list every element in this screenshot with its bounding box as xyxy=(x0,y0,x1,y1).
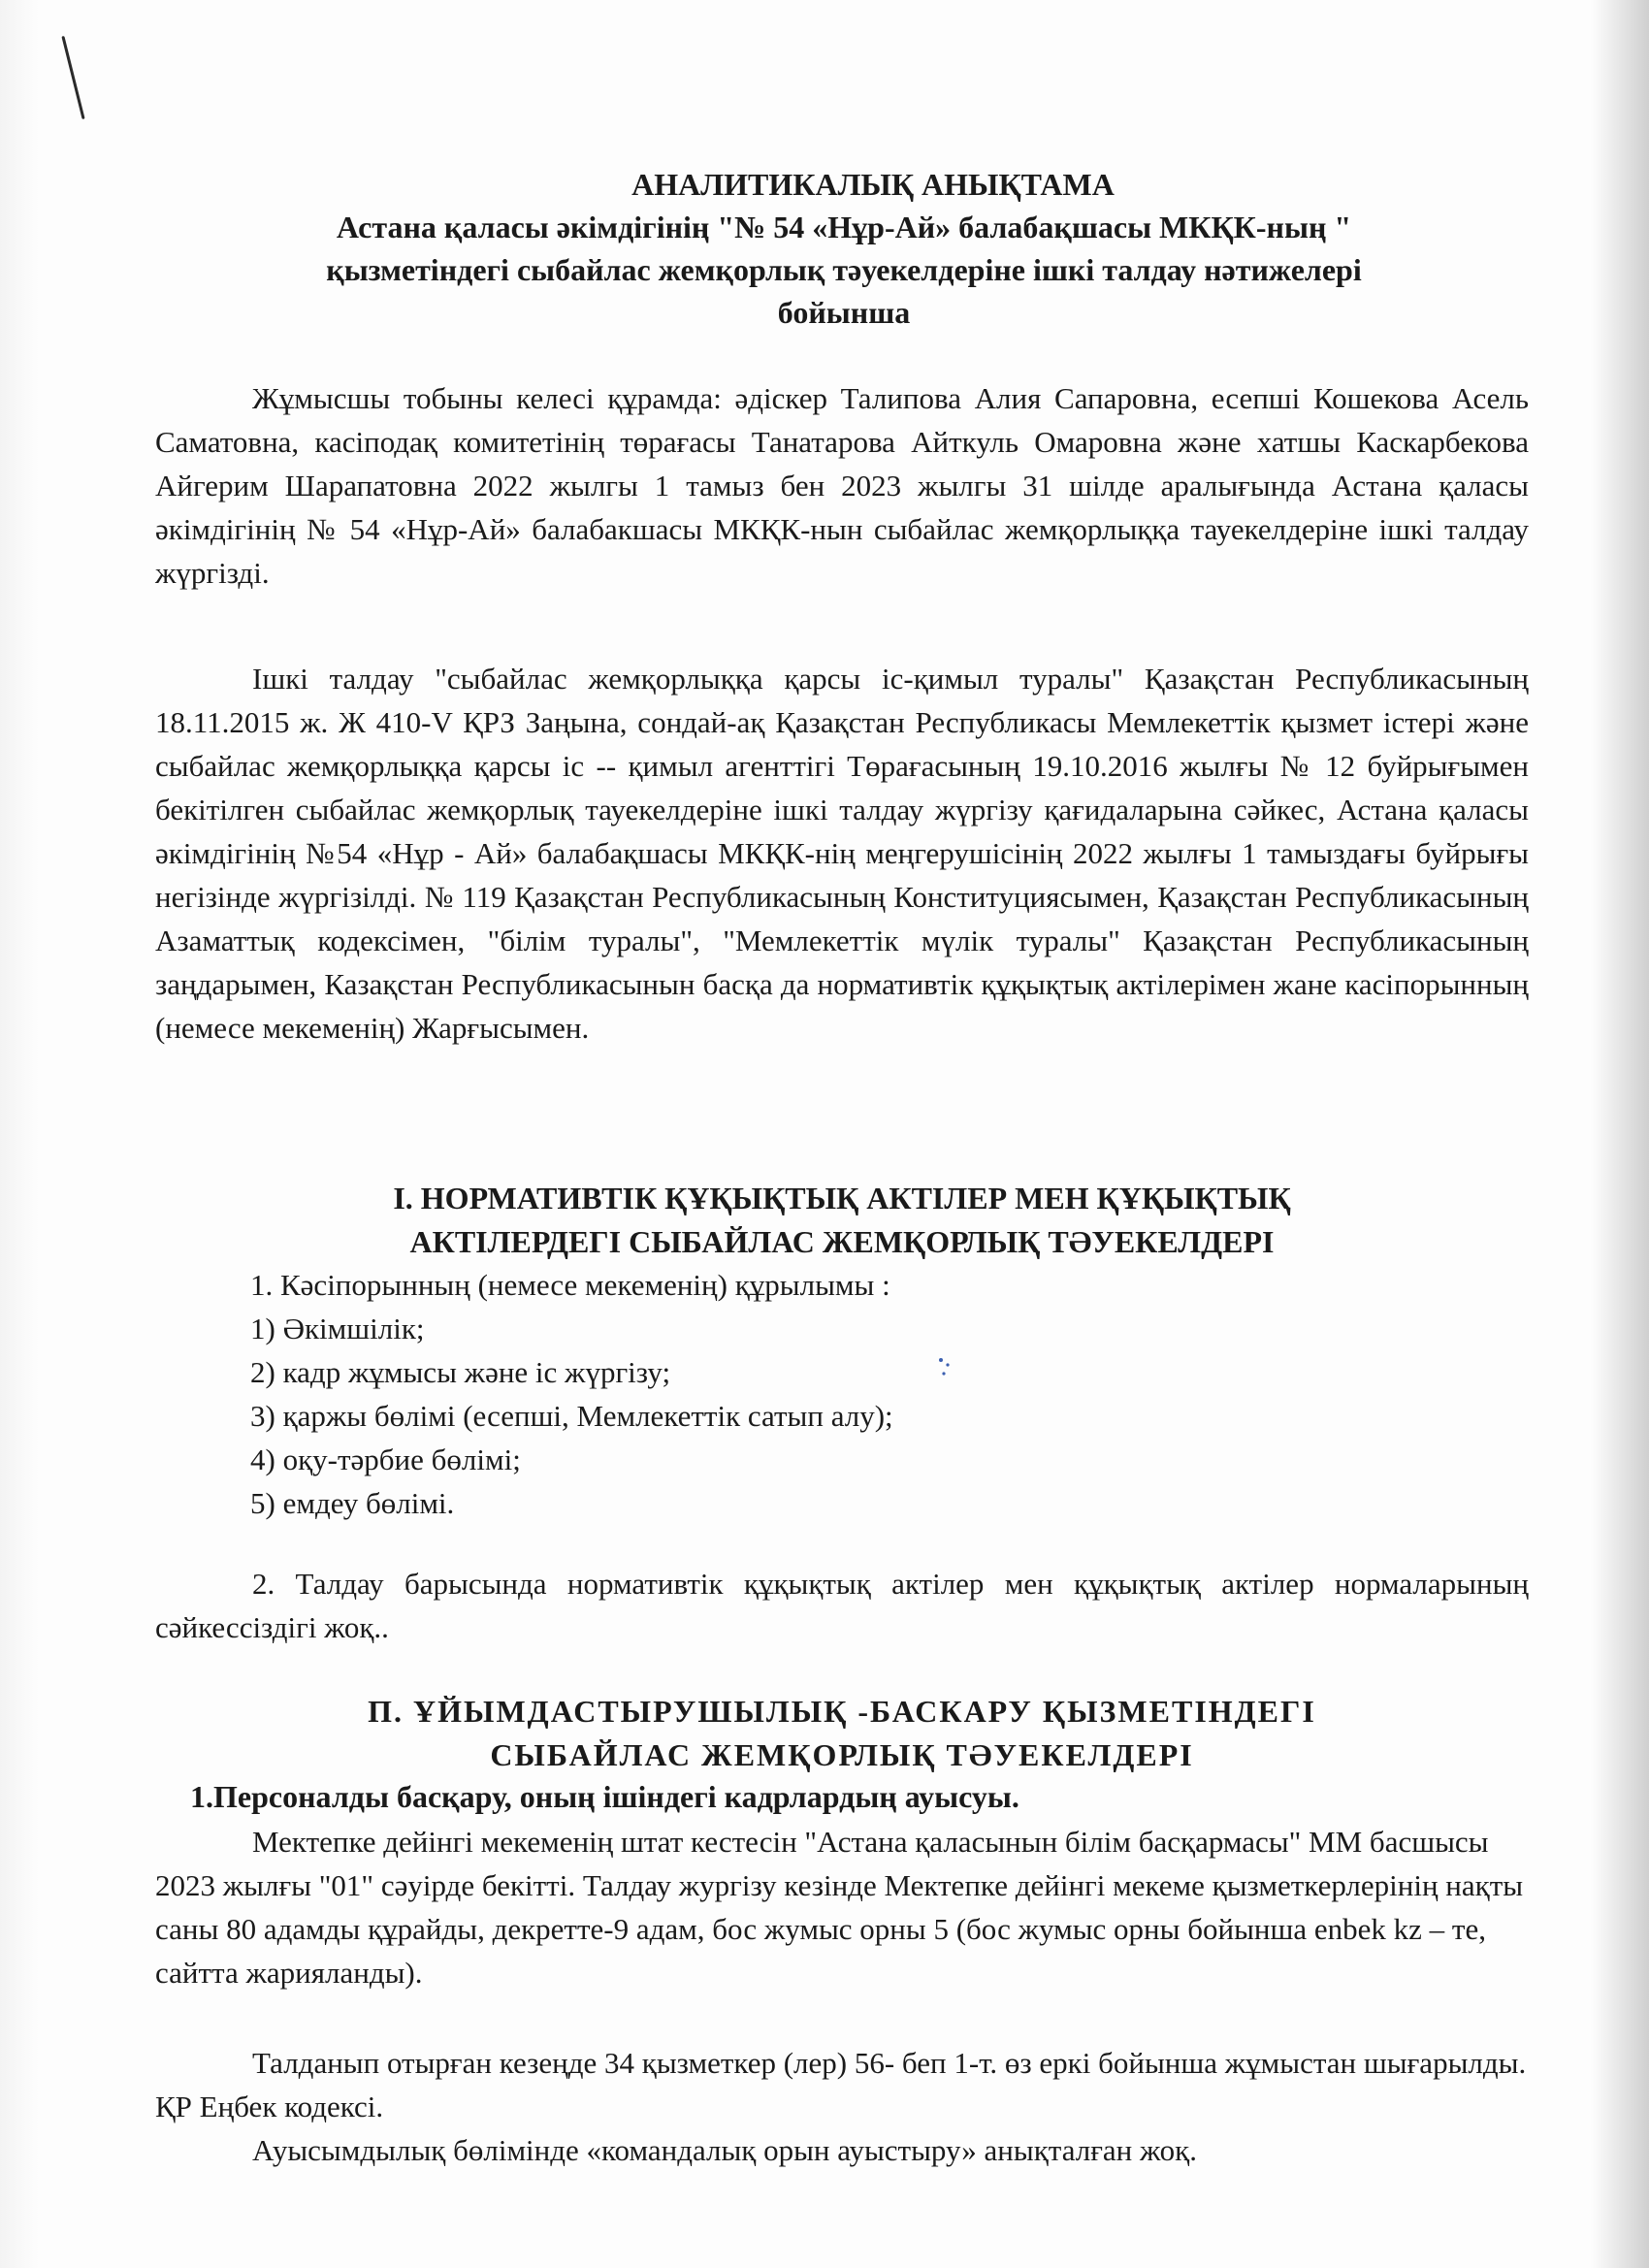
title-line-1: АНАЛИТИКАЛЫҚ АНЫҚТАМА xyxy=(631,167,1115,202)
document-title xyxy=(155,163,1533,334)
ink-speck xyxy=(937,1356,954,1379)
section-2-heading xyxy=(155,1690,1529,1777)
pen-mark xyxy=(61,36,84,119)
structure-list-item: 3) қаржы бөлімі (есепші, Мемлекеттік сатып алу); xyxy=(250,1399,893,1433)
subsection-heading: 1.Персоналды басқару, оның ішіндегі кадрлардың ауысуы. xyxy=(190,1779,1019,1814)
structure-list-item: 1) Әкімшілік; xyxy=(250,1312,425,1345)
structure-list-item: 5) емдеу бөлімі. xyxy=(250,1486,455,1520)
paragraph-legal-basis: Ішкі талдау "сыбайлас жемқорлыққа қарсы іс-қимыл туралы" Қазақстан Республикасының 18.11.2015 ж. Ж 410-V ҚРЗ Заңына, сондай-ақ Қазақстан Республикасы Мемлекеттік қызмет істері және сыбайлас жемқорлыққа қарсы іс -- қимыл агенттігі Төрағасының 19.10.2016 жылғы № 12 буйрығымен бекітілген сыбайлас жемқорлық тауекелдеріне ішкі талдау жүргізу қағидаларына сәйкес, Астана қаласы әкімдігінің №54 «Нұр - Ай» балабақшасы МКҚК-нің меңгерушісінің 2022 жылғы 1 тамыздағы буйрығы негізінде жүргізілді. № 119 Қазақстан Республикасының Конституциясымен, Қазақстан Республикасының Азаматтық кодексімен, "білім туралы", "Мемлекеттік мүлік туралы" Қазақстан Республикасының заңдарымен, Казақстан Республикасынын басқа да нормативтік құқықтық актілерімен жане касіпорынның (немесе мекеменің) Жарғысымен. xyxy=(155,662,1529,1045)
section-1-heading-line-1: I. НОРМАТИВТІК ҚҰҚЫҚТЫҚ АКТІЛЕР МЕН ҚҰҚЫҚТЫҚ xyxy=(393,1181,1291,1215)
title-line-2: Астана қаласы әкімдігінің "№ 54 «Нұр-Ай» балабақшасы МКҚК-ның " xyxy=(336,210,1352,244)
paragraph-staffing: Мектепке дейінгі мекеменің штат кестесін "Астана қаласынын білім басқармасы" ММ басшысы 2023 жылғы "01" сәуірде бекітті. Талдау жургізу кезінде Мектепке дейінгі мекеме қызметкерлерінің нақты саны 80 адамды құрайды, декретте-9 адам, бос жумыс орны 5 (бос жумыс орны бойынша enbek kz – те, сайтта жарияланды). xyxy=(155,1825,1524,1990)
title-line-3: қызметіндегі сыбайлас жемқорлық тәуекелдеріне ішкі талдау нәтижелері xyxy=(326,252,1362,287)
section-2-heading-line-2: СЫБАЙЛАС ЖЕМҚОРЛЫҚ ТӘУЕКЕЛДЕРІ xyxy=(490,1737,1194,1772)
section-1-heading xyxy=(155,1177,1529,1264)
structure-list-item: 2) кадр жұмысы және іс жүргізу; xyxy=(250,1355,671,1389)
structure-list-intro: 1. Кәсіпорынның (немесе мекеменің) құрылымы : xyxy=(250,1268,890,1302)
title-line-4: бойынша xyxy=(777,295,911,330)
section-2-heading-line-1: П. ҰЙЫМДАСТЫРУШЫЛЫҚ -БАСКАРУ ҚЫЗМЕТІНДЕГІ xyxy=(368,1694,1316,1729)
section-1-heading-line-2: АКТІЛЕРДЕГІ СЫБАЙЛАС ЖЕМҚОРЛЫҚ ТӘУЕКЕЛДЕРІ xyxy=(409,1224,1275,1259)
paragraph-working-group: Жұмысшы тобыны келесі құрамда: әдіскер Талипова Алия Сапаровна, есепші Кошекова Асель Саматовна, касіподақ комитетінің төрағасы Танатарова Айткуль Омаровна және хатшы Каскарбекова Айгерим Шарапатовна 2022 жылгы 1 тамыз бен 2023 жылгы 31 шілде аралығында Астана қаласы әкімдігінің № 54 «Нұр-Ай» балабакшасы МКҚК-нын сыбайлас жемқорлыққа тауекелдеріне ішкі талдау жүргізді. xyxy=(155,381,1529,590)
paragraph-dismissals: Талданып отырған кезеңде 34 қызметкер (лер) 56- беп 1-т. өз еркі бойынша жұмыстан шығарылды. ҚР Еңбек кодексі. xyxy=(155,2046,1527,2123)
paragraph-no-inconsistency: 2. Талдау барысында нормативтік құқықтық актілер мен құқықтық актілер нормаларының сәйкессіздігі жоқ.. xyxy=(155,1567,1529,1644)
paragraph-rotation: Ауысымдылық бөлімінде «командалық орын ауыстыру» анықталған жоқ. xyxy=(252,2133,1197,2167)
structure-list-item: 4) оқу-тәрбие бөлімі; xyxy=(250,1442,521,1476)
